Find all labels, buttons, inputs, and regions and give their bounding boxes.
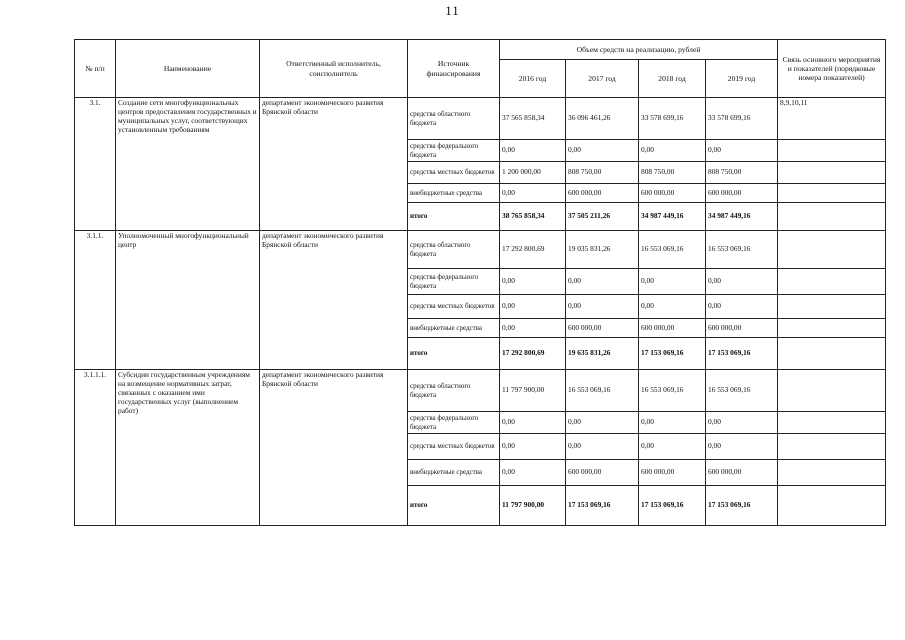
amount-cell: 17 153 069,16 <box>566 486 639 526</box>
amount-cell: 600 000,00 <box>566 184 639 203</box>
amount-cell: 600 000,00 <box>566 319 639 338</box>
amount-cell: 0,00 <box>639 269 706 295</box>
amount-cell: 0,00 <box>706 269 778 295</box>
indicator-link <box>778 184 886 203</box>
amount-cell: 37 565 858,34 <box>500 98 566 140</box>
funding-source: средства федерального бюджета <box>408 269 500 295</box>
amount-cell: 0,00 <box>639 295 706 319</box>
amount-cell: 0,00 <box>566 269 639 295</box>
amount-cell: 0,00 <box>706 412 778 434</box>
amount-cell: 16 553 069,16 <box>706 370 778 412</box>
amount-cell: 0,00 <box>706 434 778 460</box>
header-num: № п/п <box>75 40 116 98</box>
indicator-link <box>778 338 886 370</box>
amount-cell: 17 153 069,16 <box>639 486 706 526</box>
amount-cell: 0,00 <box>566 295 639 319</box>
amount-cell: 0,00 <box>639 434 706 460</box>
amount-cell: 36 096 461,26 <box>566 98 639 140</box>
amount-cell: 0,00 <box>500 319 566 338</box>
item-executor: департамент экономического развития Брянской области <box>260 231 408 370</box>
amount-cell: 34 987 449,16 <box>706 203 778 231</box>
table-row <box>75 231 886 269</box>
amount-cell: 600 000,00 <box>706 319 778 338</box>
amount-cell: 38 765 858,34 <box>500 203 566 231</box>
amount-cell: 0,00 <box>706 140 778 162</box>
table-header <box>75 40 886 98</box>
page-number: 11 <box>445 3 460 18</box>
header-source: Источник финансирования <box>408 40 500 98</box>
indicator-link <box>778 203 886 231</box>
amount-cell: 0,00 <box>706 295 778 319</box>
indicator-link <box>778 231 886 269</box>
item-executor: департамент экономического развития Брянской области <box>260 370 408 526</box>
indicator-link <box>778 412 886 434</box>
funding-source: средства местных бюджетов <box>408 162 500 184</box>
funding-source: средства федерального бюджета <box>408 140 500 162</box>
amount-cell: 0,00 <box>500 295 566 319</box>
amount-cell: 808 750,00 <box>566 162 639 184</box>
header-link: Связь основного мероприятия и показателей (порядковые номера показателей) <box>778 40 886 98</box>
amount-cell: 11 797 900,00 <box>500 370 566 412</box>
amount-cell: 0,00 <box>500 140 566 162</box>
amount-cell: 16 553 069,16 <box>639 231 706 269</box>
funding-source: итого <box>408 338 500 370</box>
item-number: 3.1.1.1. <box>75 370 116 526</box>
indicator-link <box>778 370 886 412</box>
amount-cell: 17 292 800,69 <box>500 231 566 269</box>
table-row <box>75 370 886 412</box>
funding-source: средства областного бюджета <box>408 98 500 140</box>
header-year: 2019 год <box>706 60 778 98</box>
indicator-link <box>778 269 886 295</box>
header-executor: Ответственный исполнитель, соисполнитель <box>260 40 408 98</box>
amount-cell: 33 578 699,16 <box>706 98 778 140</box>
amount-cell: 1 200 000,00 <box>500 162 566 184</box>
amount-cell: 600 000,00 <box>706 184 778 203</box>
amount-cell: 0,00 <box>500 269 566 295</box>
funding-source: средства местных бюджетов <box>408 295 500 319</box>
amount-cell: 600 000,00 <box>566 460 639 486</box>
amount-cell: 0,00 <box>500 460 566 486</box>
header-year: 2018 год <box>639 60 706 98</box>
amount-cell: 600 000,00 <box>639 460 706 486</box>
amount-cell: 17 153 069,16 <box>706 338 778 370</box>
indicator-link <box>778 434 886 460</box>
amount-cell: 600 000,00 <box>639 319 706 338</box>
item-executor: департамент экономического развития Брянской области <box>260 98 408 231</box>
amount-cell: 17 153 069,16 <box>706 486 778 526</box>
header-volume: Объем средств на реализацию, рублей <box>500 40 778 60</box>
funding-source: итого <box>408 203 500 231</box>
funding-source: внебюджетные средства <box>408 184 500 203</box>
item-name: Субсидии государственным учреждениям на возмещение нормативных затрат, связанных с оказанием ими государственных услуг (выполнением работ) <box>116 370 260 526</box>
amount-cell: 0,00 <box>639 412 706 434</box>
amount-cell: 19 035 831,26 <box>566 231 639 269</box>
amount-cell: 0,00 <box>500 412 566 434</box>
amount-cell: 17 292 800,69 <box>500 338 566 370</box>
item-name: Уполномоченный многофункциональный центр <box>116 231 260 370</box>
amount-cell: 808 750,00 <box>639 162 706 184</box>
amount-cell: 0,00 <box>500 434 566 460</box>
indicator-link <box>778 140 886 162</box>
header-name: Наименование <box>116 40 260 98</box>
amount-cell: 37 505 211,26 <box>566 203 639 231</box>
funding-source: средства областного бюджета <box>408 370 500 412</box>
amount-cell: 808 750,00 <box>706 162 778 184</box>
amount-cell: 16 553 069,16 <box>706 231 778 269</box>
item-name: Создание сети многофункциональных центров предоставления государственных и муниципальных услуг, соответствующих установленным требованиям <box>116 98 260 231</box>
funding-source: средства областного бюджета <box>408 231 500 269</box>
table-row <box>75 98 886 140</box>
item-number: 3.1.1. <box>75 231 116 370</box>
header-year: 2017 год <box>566 60 639 98</box>
amount-cell: 33 578 699,16 <box>639 98 706 140</box>
amount-cell: 34 987 449,16 <box>639 203 706 231</box>
funding-source: внебюджетные средства <box>408 319 500 338</box>
item-number: 3.1. <box>75 98 116 231</box>
amount-cell: 11 797 900,00 <box>500 486 566 526</box>
funding-source: внебюджетные средства <box>408 460 500 486</box>
amount-cell: 0,00 <box>500 184 566 203</box>
amount-cell: 600 000,00 <box>639 184 706 203</box>
amount-cell: 600 000,00 <box>706 460 778 486</box>
amount-cell: 19 635 831,26 <box>566 338 639 370</box>
amount-cell: 17 153 069,16 <box>639 338 706 370</box>
indicator-link <box>778 460 886 486</box>
table-body <box>75 98 886 526</box>
amount-cell: 0,00 <box>639 140 706 162</box>
indicator-link: 8,9,10,11 <box>778 98 886 140</box>
indicator-link <box>778 319 886 338</box>
amount-cell: 16 553 069,16 <box>566 370 639 412</box>
amount-cell: 0,00 <box>566 140 639 162</box>
indicator-link <box>778 295 886 319</box>
amount-cell: 0,00 <box>566 434 639 460</box>
funding-table <box>74 39 886 526</box>
amount-cell: 16 553 069,16 <box>639 370 706 412</box>
indicator-link <box>778 162 886 184</box>
funding-source: средства федерального бюджета <box>408 412 500 434</box>
funding-source: итого <box>408 486 500 526</box>
amount-cell: 0,00 <box>566 412 639 434</box>
funding-source: средства местных бюджетов <box>408 434 500 460</box>
header-year: 2016 год <box>500 60 566 98</box>
indicator-link <box>778 486 886 526</box>
